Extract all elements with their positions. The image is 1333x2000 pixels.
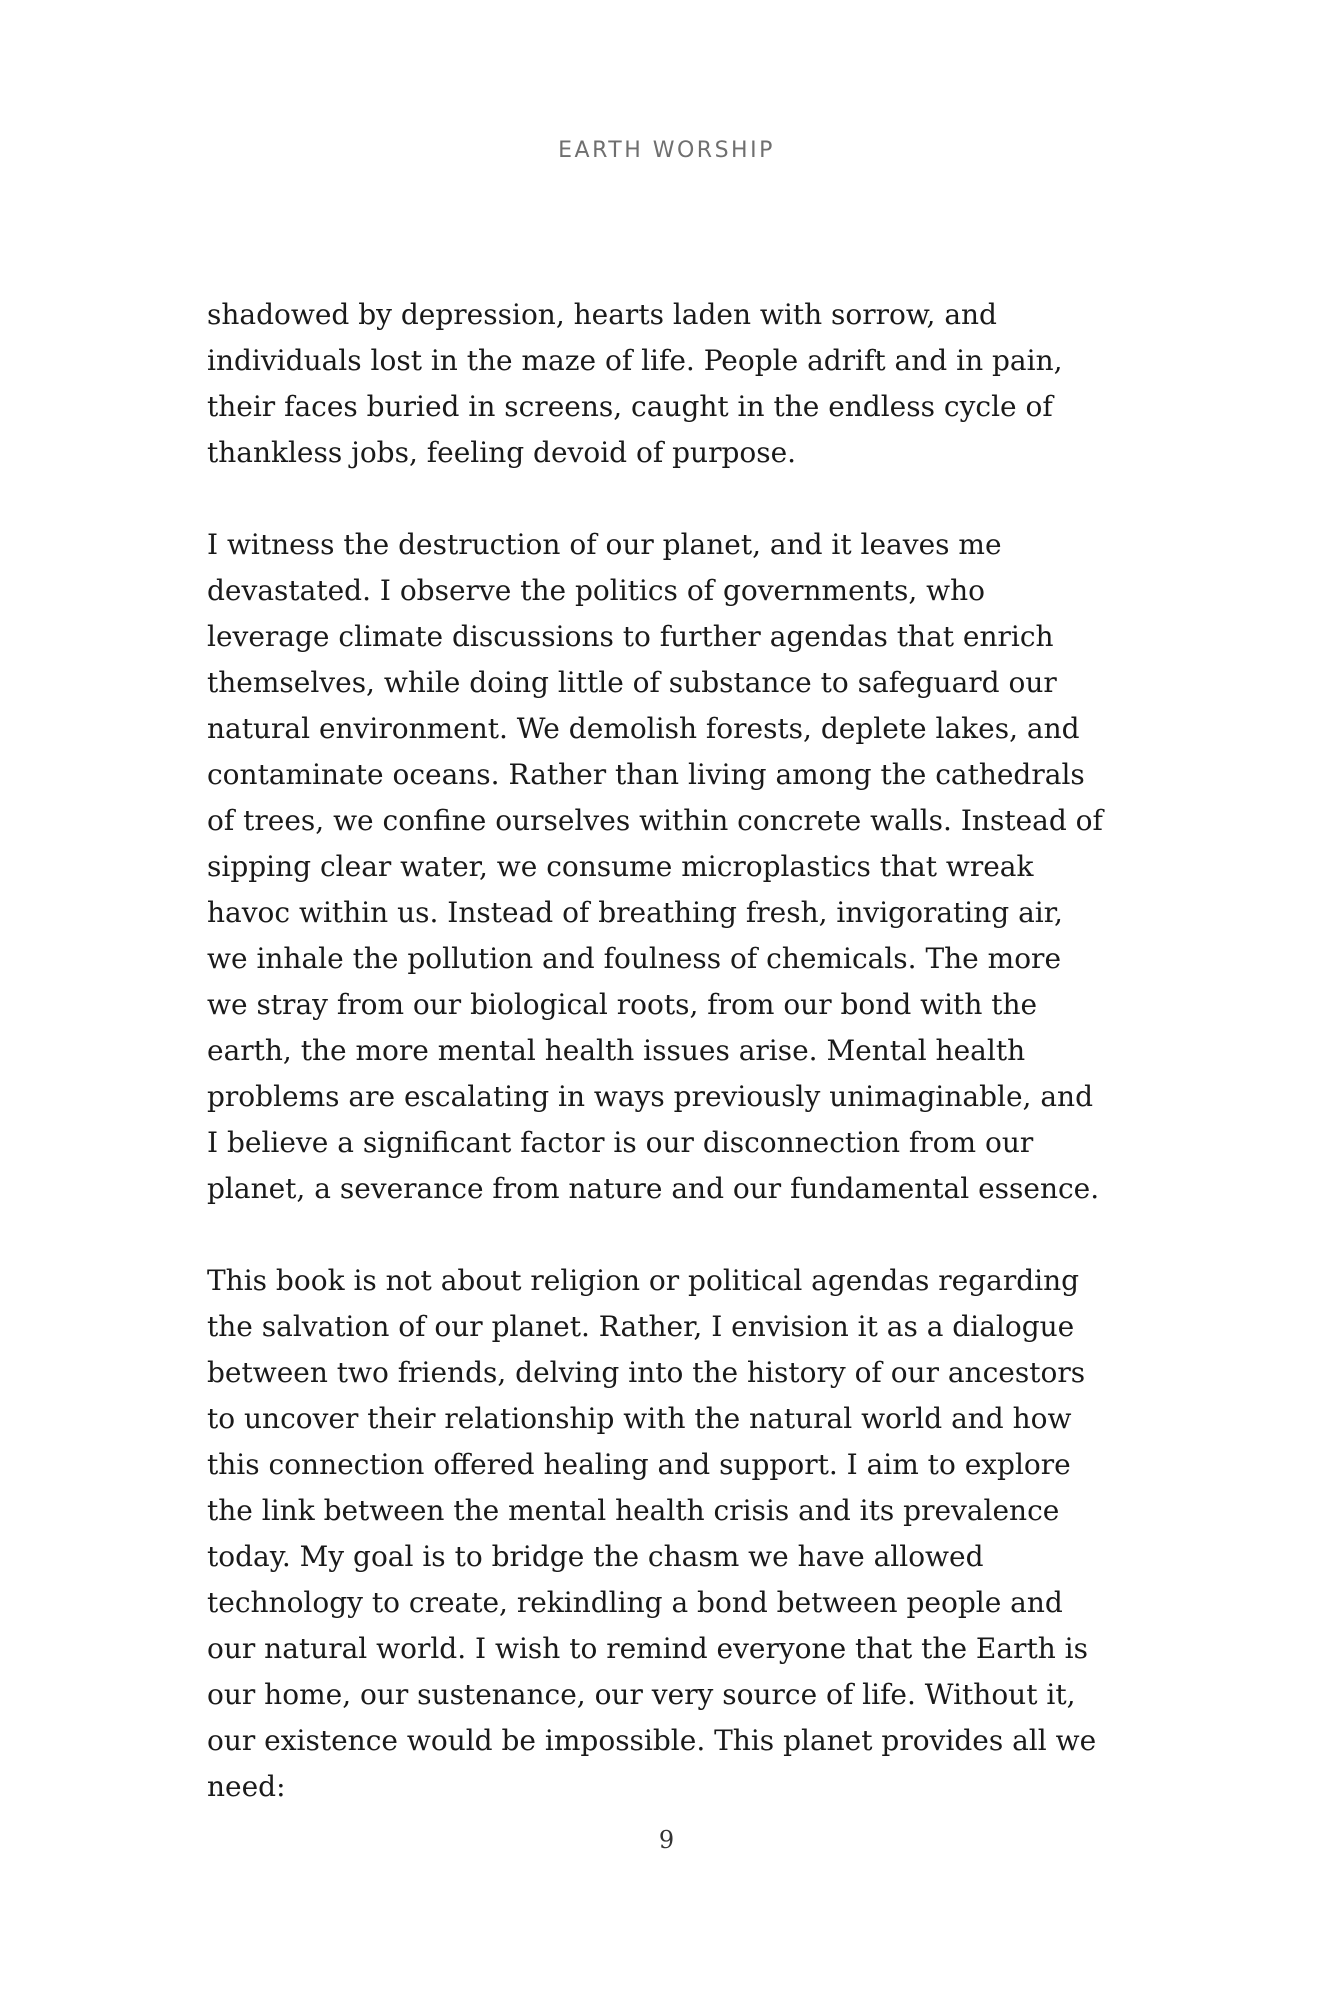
- text-line: natural environment. We demolish forests, deplete lakes, and: [207, 712, 1080, 745]
- text-line: need:: [207, 1770, 286, 1803]
- text-line: shadowed by depression, hearts laden with sorrow, and: [207, 298, 997, 331]
- text-line: problems are escalating in ways previously unimaginable, and: [207, 1080, 1094, 1113]
- text-line: our natural world. I wish to remind everyone that the Earth is: [207, 1632, 1088, 1665]
- running-header: EARTH WORSHIP: [558, 138, 775, 163]
- text-line: today. My goal is to bridge the chasm we have allowed: [207, 1540, 984, 1573]
- text-line: leverage climate discussions to further agendas that enrich: [207, 620, 1054, 653]
- text-line: This book is not about religion or political agendas regarding: [207, 1264, 1080, 1297]
- text-line: our home, our sustenance, our very source of life. Without it,: [207, 1678, 1076, 1711]
- text-line: contaminate oceans. Rather than living among the cathedrals: [207, 758, 1085, 791]
- text-line: this connection offered healing and support. I aim to explore: [207, 1448, 1071, 1481]
- text-line: devastated. I observe the politics of governments, who: [207, 574, 985, 607]
- text-line: individuals lost in the maze of life. People adrift and in pain,: [207, 344, 1063, 377]
- text-line: we inhale the pollution and foulness of chemicals. The more: [207, 942, 1062, 975]
- paragraph-2: [207, 522, 1137, 1212]
- text-line: to uncover their relationship with the natural world and how: [207, 1402, 1072, 1435]
- text-line: earth, the more mental health issues arise. Mental health: [207, 1034, 1026, 1067]
- text-line: themselves, while doing little of substance to safeguard our: [207, 666, 1057, 699]
- text-line: I believe a significant factor is our disconnection from our: [207, 1126, 1034, 1159]
- text-line: the link between the mental health crisis and its prevalence: [207, 1494, 1060, 1527]
- text-line: sipping clear water, we consume microplastics that wreak: [207, 850, 1034, 883]
- text-line: our existence would be impossible. This planet provides all we: [207, 1724, 1097, 1757]
- text-line: havoc within us. Instead of breathing fresh, invigorating air,: [207, 896, 1063, 929]
- text-line: planet, a severance from nature and our fundamental essence.: [207, 1172, 1100, 1205]
- text-line: I witness the destruction of our planet, and it leaves me: [207, 528, 1002, 561]
- text-line: we stray from our biological roots, from our bond with the: [207, 988, 1038, 1021]
- page-number: 9: [658, 1826, 675, 1854]
- text-line: between two friends, delving into the history of our ancestors: [207, 1356, 1086, 1389]
- paragraph-1: [207, 292, 1137, 476]
- text-line: their faces buried in screens, caught in the endless cycle of: [207, 390, 1053, 423]
- text-line: of trees, we confine ourselves within concrete walls. Instead of: [207, 804, 1103, 837]
- body-text: [207, 292, 1137, 1810]
- text-line: technology to create, rekindling a bond between people and: [207, 1586, 1063, 1619]
- text-line: thankless jobs, feeling devoid of purpose.: [207, 436, 797, 469]
- text-line: the salvation of our planet. Rather, I envision it as a dialogue: [207, 1310, 1075, 1343]
- paragraph-3: [207, 1258, 1137, 1810]
